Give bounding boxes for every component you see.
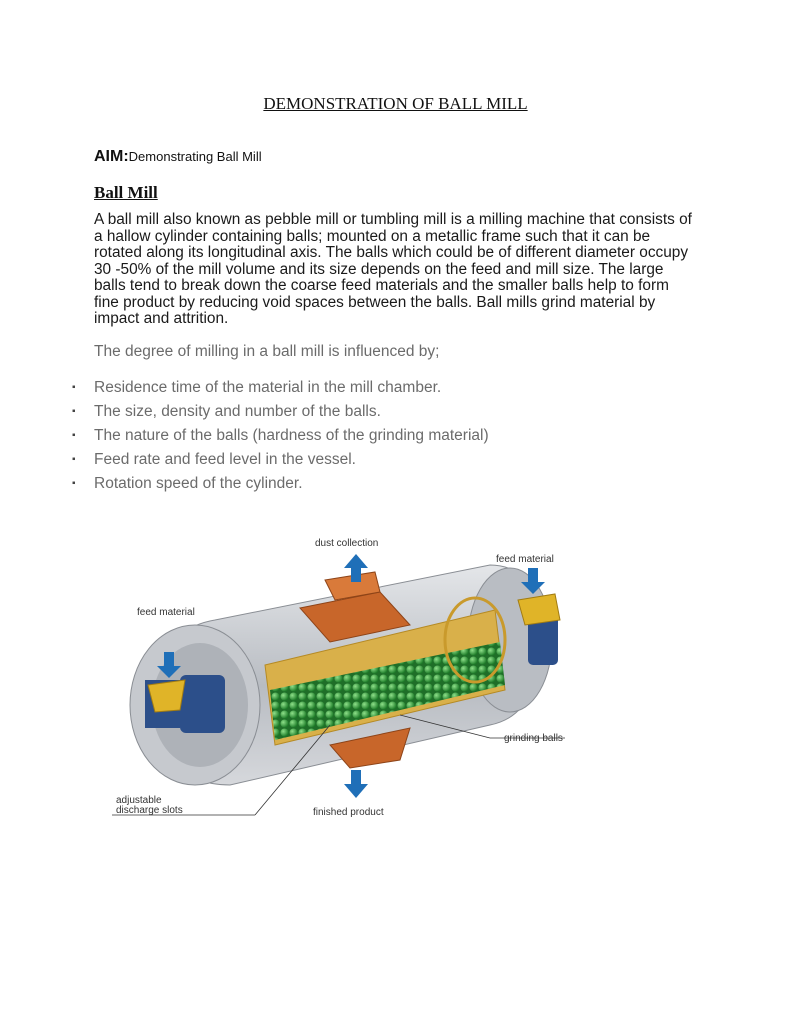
bullet-icon: ▪ — [72, 406, 76, 417]
label-discharge-slots: discharge slots — [116, 805, 183, 816]
bullet-icon: ▪ — [72, 382, 76, 393]
list-item: ▪ Feed rate and feed level in the vessel. — [72, 451, 356, 468]
label-dust-collection: dust collection — [315, 538, 379, 549]
description-paragraph: A ball mill also known as pebble mill or tumbling mill is a milling machine that consists of a hallow cylinder containing balls; mounted on a metallic frame such that it can be rotated along its longitudinal axis. The balls which could be of different diameter occupy 30 -50% of the mill volume and its size depends on the feed and mill size. The large balls tend to break down the coarse feed materials and the smaller balls help to form fine product by reducing void spaces between the balls. Ball mills grind material by impact and attrition. — [94, 211, 692, 327]
list-item: ▪ The nature of the balls (hardness of the grinding material) — [72, 427, 489, 444]
aim-line — [94, 148, 262, 166]
label-feed-material-left: feed material — [137, 607, 195, 618]
label-finished-product: finished product — [313, 807, 384, 818]
aim-text: Demonstrating Ball Mill — [128, 149, 262, 164]
ball-mill-diagram — [100, 530, 580, 825]
page-title: DEMONSTRATION OF BALL MILL — [263, 94, 528, 113]
factors-list — [72, 378, 489, 498]
bullet-icon: ▪ — [72, 454, 76, 465]
list-item: ▪ Residence time of the material in the mill chamber. — [72, 379, 442, 396]
bullet-icon: ▪ — [72, 478, 76, 489]
left-feed-assembly — [145, 675, 225, 733]
bullet-icon: ▪ — [72, 430, 76, 441]
label-adjustable: adjustable — [116, 795, 162, 806]
finished-product-arrow-icon — [344, 770, 368, 798]
label-grinding-balls: grinding balls — [504, 733, 563, 744]
list-item: ▪ Rotation speed of the cylinder. — [72, 475, 303, 492]
section-heading: Ball Mill — [94, 183, 158, 202]
list-item: ▪ The size, density and number of the balls. — [72, 403, 381, 420]
label-feed-material-right: feed material — [496, 554, 554, 565]
factors-intro: The degree of milling in a ball mill is influenced by; — [94, 343, 440, 360]
aim-label: AIM: — [94, 148, 129, 165]
